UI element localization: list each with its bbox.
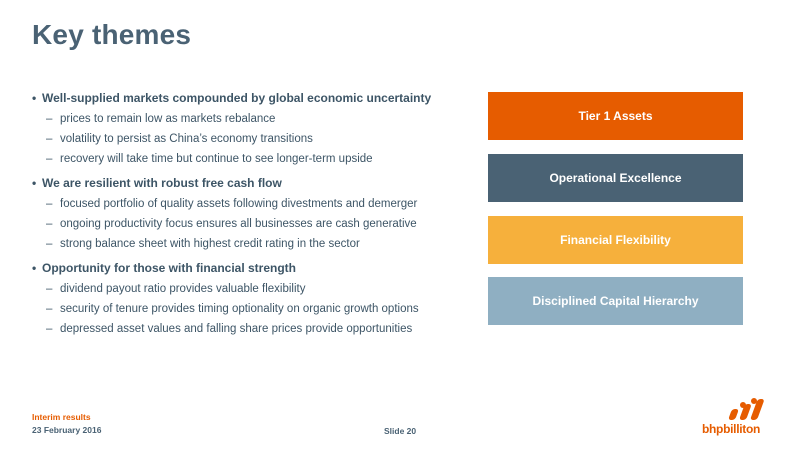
slide-title: Key themes [32,19,192,50]
sub-bullet-text: strong balance sheet with highest credit rating in the sector [60,238,360,250]
theme-box-tier1-assets [488,92,743,140]
bullet-group [32,176,472,257]
sub-bullet-text: security of tenure provides timing optionality on organic growth options [60,303,419,315]
theme-box-capital-hierarchy [488,277,743,325]
sub-bullet [32,132,472,152]
sub-bullet [32,152,472,172]
sub-bullet-text: volatility to persist as China’s economy transitions [60,133,313,145]
bullet-heading [32,91,472,112]
bullet-heading [32,261,472,282]
footer-date: 23 February 2016 [32,425,102,435]
dash-icon: – [46,153,53,165]
bullet-group [32,261,472,342]
sub-bullet-text: prices to remain low as markets rebalance [60,113,276,125]
bullet-list [32,91,472,346]
sub-bullet-text: recovery will take time but continue to see longer-term upside [60,153,373,165]
sub-bullet-text: focused portfolio of quality assets following divestments and demerger [60,198,418,210]
bullet-heading-text: We are resilient with robust free cash flow [42,176,282,190]
bullet-heading-text: Well-supplied markets compounded by global economic uncertainty [42,91,432,105]
dash-icon: – [46,323,53,335]
bhp-logo-text: bhpbilliton [702,422,761,436]
sub-bullet [32,237,472,257]
slide-number: Slide 20 [384,426,417,436]
dash-icon: – [46,283,53,295]
sub-bullet-text: depressed asset values and falling share prices provide opportunities [60,323,413,335]
dash-icon: – [46,238,53,250]
theme-box-operational-excellence [488,154,743,202]
bullet-group [32,91,472,172]
theme-box-financial-flexibility [488,216,743,264]
bullet-heading [32,176,472,197]
footer-event: Interim results [32,412,91,422]
sub-bullet [32,282,472,302]
dash-icon: – [46,133,53,145]
bullet-heading-text: Opportunity for those with financial strength [42,261,296,275]
sub-bullet-text: ongoing productivity focus ensures all businesses are cash generative [60,218,417,230]
sub-bullet [32,302,472,322]
theme-box-label: Operational Excellence [549,171,682,185]
theme-box-label: Disciplined Capital Hierarchy [532,294,699,308]
dash-icon: – [46,198,53,210]
sub-bullet [32,197,472,217]
dash-icon: – [46,113,53,125]
theme-box-label: Financial Flexibility [560,233,671,247]
bullet-dot-icon: • [32,261,37,275]
sub-bullet [32,217,472,237]
bhp-logo [702,398,774,438]
sub-bullet [32,112,472,132]
dash-icon: – [46,218,53,230]
bullet-dot-icon: • [32,176,37,190]
theme-box-label: Tier 1 Assets [578,109,653,123]
sub-bullet-text: dividend payout ratio provides valuable flexibility [60,283,306,295]
bhp-logo-mark-icon [702,398,774,422]
bullet-dot-icon: • [32,91,37,105]
dash-icon: – [46,303,53,315]
sub-bullet [32,322,472,342]
